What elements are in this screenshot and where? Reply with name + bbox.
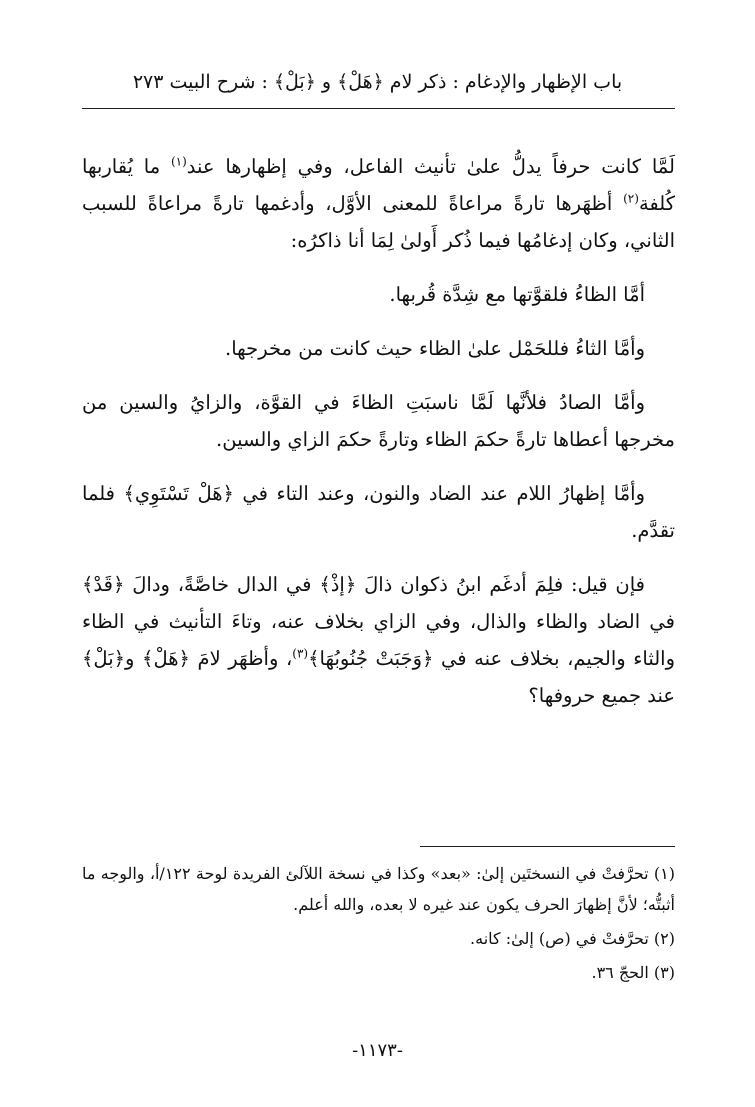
footnote-2: (٢) تحرَّفتْ في (ص) إلىٰ: كانه.: [470, 929, 675, 948]
paragraph-1: لَمَّا كانت حرفاً يدلُّ علىٰ تأنيث الفاعل، وفي إظهارها عند$^{(١)}$ ما يُقاربها كُلفة$^{(٢)}$ أظهَرها تارةً مراعاةً للمعنى الأوَّل، وأدغمها تارةً مراعاةً للسبب الثاني، وكان إدغامُها فيما ذُكر أَولىٰ لِمَا أنا ذاكرُه:: [82, 154, 675, 252]
running-header: [84, 60, 671, 104]
paragraph-2: أمَّا الظاءُ فلقوَّتها مع شِدَّة قُربها.: [389, 283, 645, 306]
page-number: -١١٧٣-: [352, 1040, 403, 1061]
footnote-ref-3: (٣): [292, 646, 309, 661]
footnote-divider: [420, 846, 675, 847]
footnotes: [82, 858, 675, 991]
footnote-ref-2: (٢): [623, 191, 639, 206]
paragraph-4: وأمَّا الصادُ فلأنَّها لَمَّا ناسبَتِ الظاءَ في القوَّة، والزايُ والسين من مخرجها أعطاها تارةً حكمَ الظاء وتارةً حكمَ الزاي والسين.: [82, 391, 675, 451]
footnote-ref-1: (١): [170, 154, 187, 169]
main-text: [82, 148, 675, 731]
paragraph-5: وأمَّا إظهارُ اللام عند الضاد والنون، وعند التاء في ﴿هَلْ تَسْتَوِي﴾ فلما تقدَّم.: [82, 482, 675, 542]
paragraph-3: وأمَّا الثاءُ فللحَمْل علىٰ الظاء حيث كانت من مخرجها.: [225, 337, 645, 360]
footnote-1: (١) تحرَّفتْ في النسختَين إلىٰ: «بعد» وكذا في نسخة اللآلئ الفريدة لوحة ١٢٢/أ، والوجه ما أثبتُّه؛ لأنَّ إظهارَ الحرف يكون عند غيره لا بعده، والله أعلم.: [82, 864, 675, 914]
footnote-3: (٣) الحجّ ٣٦.: [591, 963, 675, 982]
paragraph-6: فإن قيل: فلِمَ أدغَم ابنُ ذكوان ذالَ ﴿إذْ﴾ في الدال خاصَّةً، ودالَ ﴿قَدْ﴾ في الضاد والظاء والذال، وفي الزاي بخلاف عنه، وتاءَ التأنيث في الظاء والثاء والجيم، بخلاف عنه في ﴿وَجَبَتْ جُنُوبُهَا﴾$^{(٣)}$، وأظهَر لامَ ﴿هَلْ﴾ و﴿بَلْ﴾ عند جميع حروفها؟: [82, 573, 676, 707]
header-divider: [82, 108, 675, 109]
running-title: باب الإظهار والإدغام : ذكر لام ﴿هَلْ﴾ و ﴿بَلْ﴾ : شرح البيت ٢٧٣: [132, 71, 623, 93]
